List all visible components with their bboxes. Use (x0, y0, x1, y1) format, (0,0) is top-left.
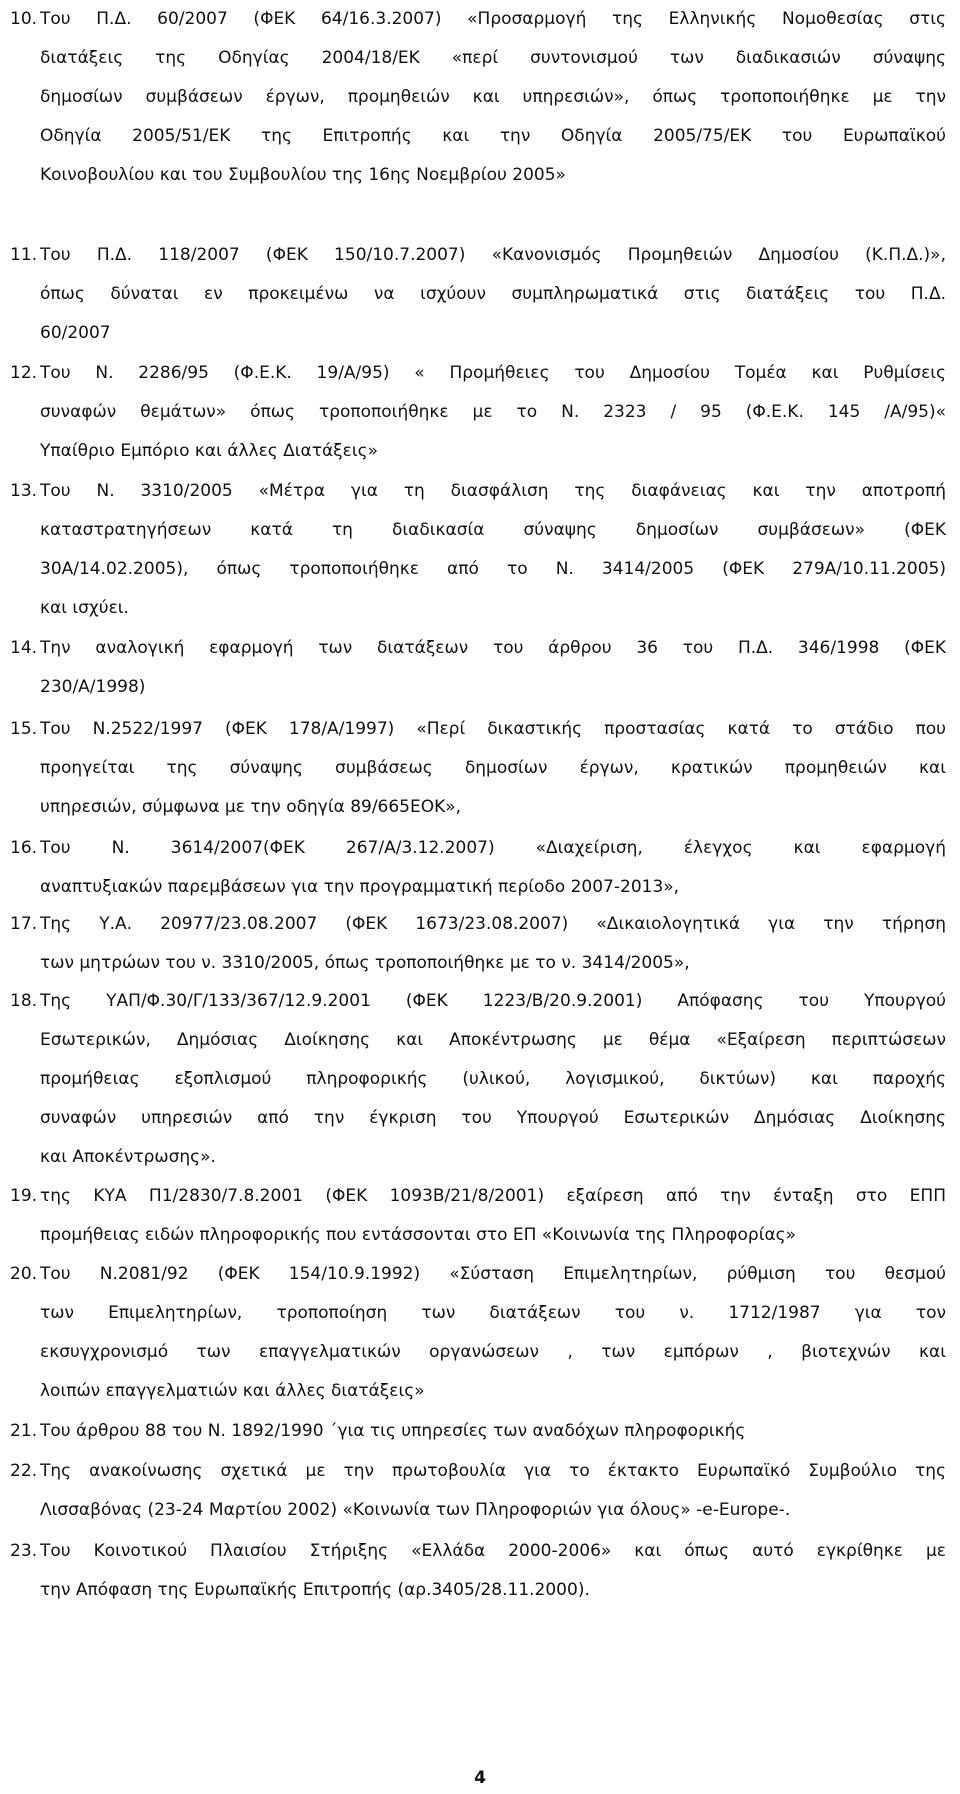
reference-text-line: των Επιμελητηρίων, τροποποίηση των διατάξεων του ν. 1712/1987 για τον (40, 1303, 946, 1323)
reference-text-line: 230/Α/1998) (40, 677, 146, 697)
reference-number: 23. (10, 1541, 38, 1561)
reference-number: 21. (10, 1421, 38, 1441)
reference-text-line: Υπαίθριο Εμπόριο και άλλες Διατάξεις» (40, 441, 378, 461)
reference-text-line: Του Π.Δ. 60/2007 (ΦΕΚ 64/16.3.2007) «Προσαρμογή της Ελληνικής Νομοθεσίας στις (40, 9, 946, 29)
reference-text-line: υπηρεσιών, σύμφωνα με την οδηγία 89/665ΕΟΚ», (40, 797, 462, 817)
reference-text-line: Του Ν. 3310/2005 «Μέτρα για τη διασφάλιση της διαφάνειας και την αποτροπή (40, 481, 946, 501)
reference-text-line: Του Ν.2081/92 (ΦΕΚ 154/10.9.1992) «Σύσταση Επιμελητηρίων, ρύθμιση του θεσμού (40, 1264, 946, 1284)
reference-text-line: και ισχύει. (40, 598, 129, 618)
reference-text-line: καταστρατηγήσεων κατά τη διαδικασία σύναψης δημοσίων συμβάσεων» (ΦΕΚ (40, 520, 946, 540)
page-number: 4 (474, 1768, 486, 1788)
reference-text-line: την Απόφαση της Ευρωπαϊκής Επιτροπής (αρ.3405/28.11.2000). (40, 1580, 590, 1600)
reference-text-line: Οδηγία 2005/51/ΕΚ της Επιτροπής και την Οδηγία 2005/75/ΕΚ του Ευρωπαϊκού (40, 126, 946, 146)
reference-text-line: Του Π.Δ. 118/2007 (ΦΕΚ 150/10.7.2007) «Κανονισμός Προμηθειών Δημοσίου (Κ.Π.Δ.)», (40, 245, 946, 265)
reference-text-line: 30Α/14.02.2005), όπως τροποποιήθηκε από το Ν. 3414/2005 (ΦΕΚ 279Α/10.11.2005) (40, 559, 946, 579)
reference-number: 10. (10, 9, 38, 29)
reference-text-line: Της Υ.Α. 20977/23.08.2007 (ΦΕΚ 1673/23.08.2007) «Δικαιολογητικά για την τήρηση (40, 914, 946, 934)
reference-text-line: Του Ν.2522/1997 (ΦΕΚ 178/Α/1997) «Περί δικαστικής προστασίας κατά το στάδιο που (40, 719, 946, 739)
reference-text-line: συναφών υπηρεσιών από την έγκριση του Υπουργού Εσωτερικών Δημόσιας Διοίκησης (40, 1108, 946, 1128)
reference-text-line: Του Κοινοτικού Πλαισίου Στήριξης «Ελλάδα 2000-2006» και όπως αυτό εγκρίθηκε με (40, 1541, 946, 1561)
reference-text-line: Κοινοβουλίου και του Συμβουλίου της 16ης Νοεμβρίου 2005» (40, 165, 566, 185)
reference-text-line: Της ΥΑΠ/Φ.30/Γ/133/367/12.9.2001 (ΦΕΚ 1223/Β/20.9.2001) Απόφασης του Υπουργού (40, 991, 946, 1011)
reference-text-line: αναπτυξιακών παρεμβάσεων για την προγραμματική περίοδο 2007-2013», (40, 877, 680, 897)
reference-text-line: Του Ν. 3614/2007(ΦΕΚ 267/Α/3.12.2007) «Διαχείριση, έλεγχος και εφαρμογή (40, 838, 946, 858)
reference-text-line: λοιπών επαγγελματιών και άλλες διατάξεις» (40, 1381, 425, 1401)
reference-number: 11. (10, 245, 38, 265)
reference-text-line: εκσυγχρονισμό των επαγγελματικών οργανώσεων , των εμπόρων , βιοτεχνών και (40, 1342, 946, 1362)
reference-number: 16. (10, 838, 38, 858)
reference-number: 18. (10, 991, 38, 1011)
reference-number: 20. (10, 1264, 38, 1284)
reference-text-line: Εσωτερικών, Δημόσιας Διοίκησης και Αποκέντρωσης με θέμα «Εξαίρεση περιπτώσεων (40, 1030, 946, 1050)
reference-text-line: Της ανακοίνωσης σχετικά με την πρωτοβουλία για το έκτακτο Ευρωπαϊκό Συμβούλιο της (40, 1461, 946, 1481)
reference-number: 14. (10, 638, 38, 658)
reference-text-line: των μητρώων του ν. 3310/2005, όπως τροποποιήθηκε με το ν. 3414/2005», (40, 953, 690, 973)
reference-number: 22. (10, 1461, 38, 1481)
reference-number: 15. (10, 719, 38, 739)
reference-text-line: προμήθειας εξοπλισμού πληροφορικής (υλικού, λογισμικού, δικτύων) και παροχής (40, 1069, 946, 1089)
reference-text-line: και Αποκέντρωσης». (40, 1147, 216, 1167)
reference-text-line: συναφών θεμάτων» όπως τροποποιήθηκε με το Ν. 2323 / 95 (Φ.Ε.Κ. 145 /Α/95)« (40, 402, 946, 422)
reference-text-line: δημοσίων συμβάσεων έργων, προμηθειών και υπηρεσιών», όπως τροποποιήθηκε με την (40, 87, 946, 107)
reference-text-line: διατάξεις της Οδηγίας 2004/18/ΕΚ «περί συντονισμού των διαδικασιών σύναψης (40, 48, 946, 68)
reference-text-line: προμήθειας ειδών πληροφορικής που εντάσσονται στο ΕΠ «Κοινωνία της Πληροφορίας» (40, 1225, 797, 1245)
reference-text-line: της ΚΥΑ Π1/2830/7.8.2001 (ΦΕΚ 1093Β/21/8/2001) εξαίρεση από την ένταξη στο ΕΠΠ (40, 1186, 946, 1206)
reference-text-line: όπως δύναται εν προκειμένω να ισχύουν συμπληρωματικά στις διατάξεις του Π.Δ. (40, 284, 946, 304)
reference-text-line: Την αναλογική εφαρμογή των διατάξεων του άρθρου 36 του Π.Δ. 346/1998 (ΦΕΚ (40, 638, 946, 658)
reference-number: 12. (10, 363, 38, 383)
reference-text-line: Του Ν. 2286/95 (Φ.Ε.Κ. 19/Α/95) « Προμήθειες του Δημοσίου Τομέα και Ρυθμίσεις (40, 363, 946, 383)
reference-text-line: 60/2007 (40, 323, 111, 343)
reference-text-line: Λισσαβόνας (23-24 Μαρτίου 2002) «Κοινωνία των Πληροφοριών για όλους» -e-Europe-. (40, 1500, 791, 1520)
reference-text-line: Του άρθρου 88 του Ν. 1892/1990 ΄για τις υπηρεσίες των αναδόχων πληροφορικής (40, 1421, 746, 1441)
reference-text-line: προηγείται της σύναψης συμβάσεως δημοσίων έργων, κρατικών προμηθειών και (40, 758, 946, 778)
reference-number: 19. (10, 1186, 38, 1206)
reference-number: 17. (10, 914, 38, 934)
reference-number: 13. (10, 481, 38, 501)
